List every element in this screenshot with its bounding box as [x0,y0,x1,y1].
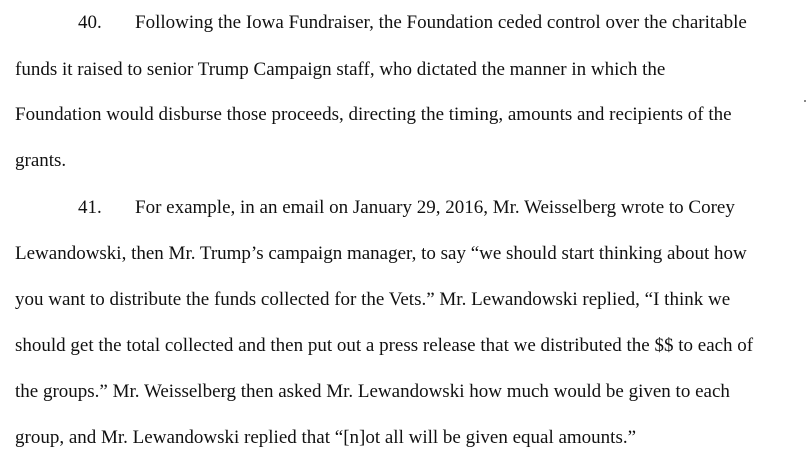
paragraph-line: should get the total collected and then put out a press release that we distributed the $$ to each of [15,335,754,356]
paragraph-line: Following the Iowa Fundraiser, the Foundation ceded control over the charitable [135,12,747,33]
paragraph-line: the groups.” Mr. Weisselberg then asked Mr. Lewandowski how much would be given to each [15,381,730,402]
paragraph-number: 41. [78,197,102,218]
paragraph-line: funds it raised to senior Trump Campaign staff, who dictated the manner in which the [15,59,666,80]
paragraph-line: group, and Mr. Lewandowski replied that “[n]ot all will be given equal amounts.” [15,427,637,448]
scan-artifact [804,100,806,102]
paragraph-line: Foundation would disburse those proceeds, directing the timing, amounts and recipients of the [15,104,732,125]
paragraph-line: you want to distribute the funds collected for the Vets.” Mr. Lewandowski replied, “I think we [15,289,731,310]
paragraph-line: For example, in an email on January 29, 2016, Mr. Weisselberg wrote to Corey [135,197,735,218]
paragraph-number: 40. [78,12,102,33]
paragraph-line: grants. [15,150,67,171]
paragraph-line: Lewandowski, then Mr. Trump’s campaign manager, to say “we should start thinking about how [15,243,747,264]
